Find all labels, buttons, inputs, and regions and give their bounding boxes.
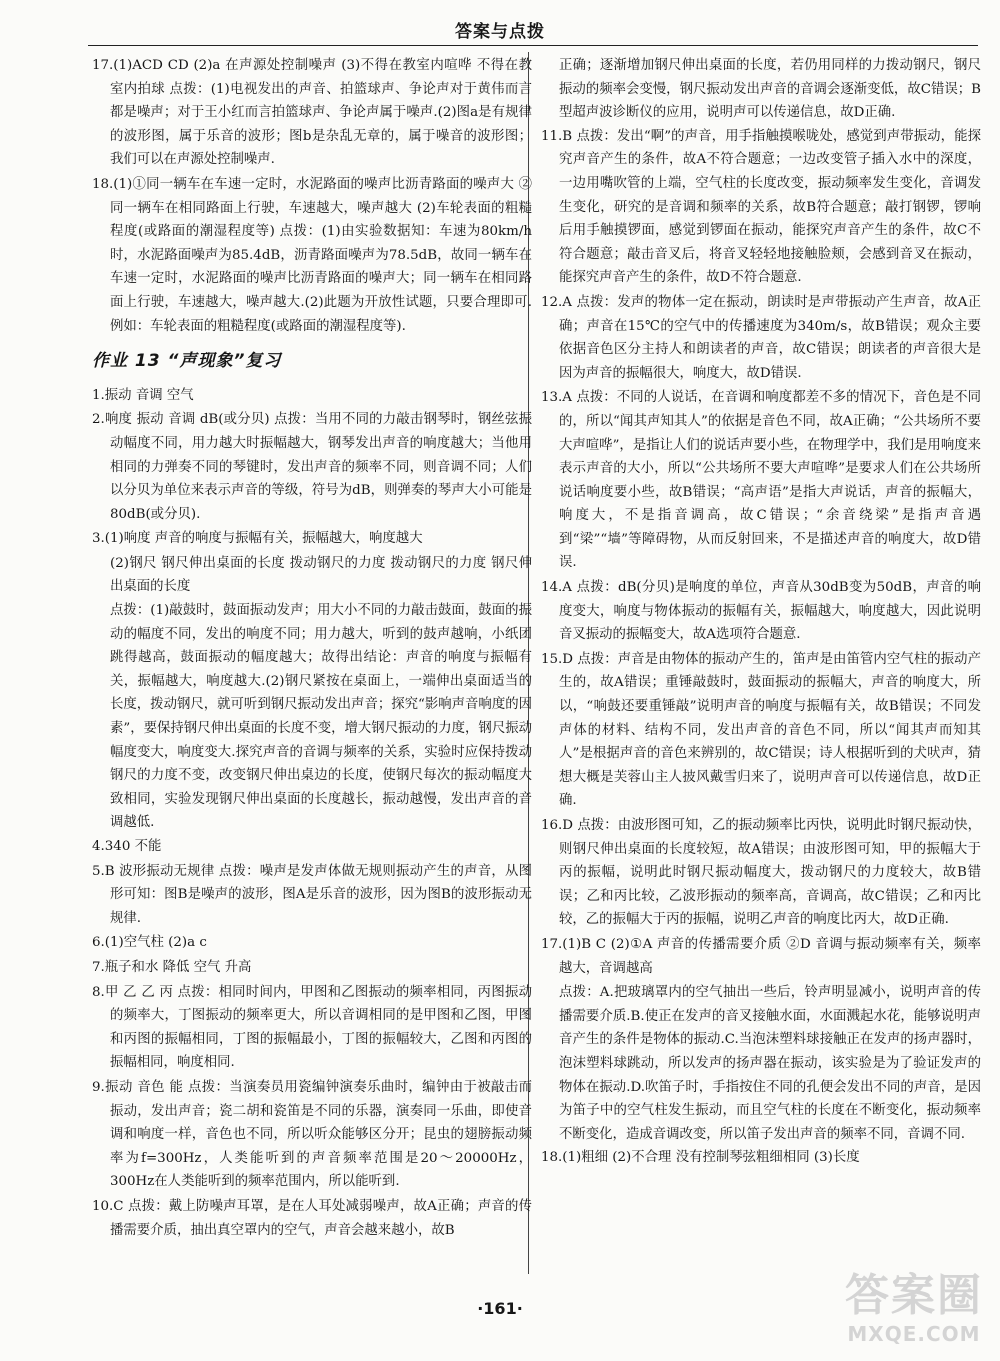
header-title: 答案与点拨 — [455, 22, 545, 42]
page-number: ·161· — [477, 1299, 523, 1318]
answer-3-part1: 3.(1)响度 声音的响度与振幅有关，振幅越大，响度越大 — [92, 531, 423, 547]
watermark-text: 答案圈 — [845, 1270, 983, 1321]
watermark-logo — [834, 1270, 994, 1358]
watermark-url: MXQE.COM — [847, 1322, 981, 1346]
answer-6: 6.(1)空气柱 (2)a c — [92, 935, 207, 951]
answer-17-hint: 点拨：A.把玻璃罩内的空气抽出一些后，铃声明显减小，说明声音的传播需要介质.B.使正在发声的音叉接触水面，水面溅起水花，能够说明声音产生的条件是物体的振动.C.当泡沫塑料球接触正在发声的扬声器时，泡沫塑料球跳动，所以发声的扬声器在振动，该实验是为了验证发声的物体在振动.D.吹笛子时，手指按住不同的孔便会发出不同的声音，是因为笛子中的空气柱发生振动，而且空气柱的长度在不断变化，振动频率不断变化，造成音调改变，所以笛子发出声音的频率不同，音调不同. — [559, 985, 981, 1142]
answer-12: 12.A 点拨：发声的物体一定在振动，朗读时是声带振动产生声音，故A正确；声音在15℃的空气中的传播速度为340m/s，故B错误；观众主要依据音色区分主持人和朗读者的声音，故C错误；朗读者的声音很大是因为声音的振幅很大，响度大，故D错误. — [541, 294, 981, 381]
answer-13: 13.A 点拨：不同的人说话，在音调和响度都差不多的情况下，音色是不同的，所以“闻其声知其人”的依据是音色不同，故A正确；“公共场所不要大声喧哗”，是指让人们的说话声要小些，在物理学中，我们是用响度来表示声音的大小，所以“公共场所不要大声喧哗”是要求人们在公共场所说话响度要小些，故B错误；“高声语”是指大声说话，声音的振幅大，响度大，不是指音调高，故C错误；“余音绕梁”是指声音遇到“梁”“墙”等障碍物，从而反射回来，不是描述声音的响度大，故D错误. — [541, 390, 981, 571]
answer-16: 16.D 点拨：由波形图可知，乙的振动频率比丙快，说明此时钢尺振动快，则钢尺伸出桌面的长度较短，故A错误；由波形图可知，甲的振幅大于丙的振幅，说明此时钢尺振动幅度大，拨动钢尺的力度较大，故B错误；乙和丙比较，乙波形振动的频率高，音调高，故C错误；乙和丙比较，乙的振幅大于丙的振幅，说明乙声音的响度比丙大，故D正确. — [541, 818, 981, 928]
answer-9: 9.振动 音色 能 点拨：当演奏员用瓷编钟演奏乐曲时，编钟由于被敲击而振动，发出声音；瓷二胡和瓷笛是不同的乐器，演奏同一乐曲，即使音调和响度一样，音色也不同，所以听众能够区分开；昆虫的翅膀振动频率为f=300Hz，人类能听到的声音频率范围是20～20000Hz，300Hz在人类能听到的频率范围内，所以能听到. — [92, 1079, 532, 1190]
answer-3-hint: 点拨：(1)敲鼓时，鼓面振动发声；用大小不同的力敲击鼓面，鼓面的振动的幅度不同，发出的响度不同；用力越大，听到的鼓声越响，小纸团跳得越高，鼓面振动的幅度越大；故得出结论：声音的响度与振幅有关，振幅越大，响度越大.(2)钢尺紧按在桌面上，一端伸出桌面适当的长度，拨动钢尺，就可听到钢尺振动发出声音；探究“影响声音响度的因素”，要保持钢尺伸出桌面的长度不变，增大钢尺振动的力度，钢尺振动幅度变大，响度变大.探究声音的音调与频率的关系，实验时应保持拨动钢尺的力度不变，改变钢尺伸出桌边的长度，使钢尺每次的振动幅度大致相同，实验发现钢尺伸出桌面的长度越长，振动越慢，发出声音的音调越低. — [110, 603, 532, 831]
answer-10-continued: 正确；逐渐增加钢尺伸出桌面的长度，若仍用同样的力拨动钢尺，钢尺振动的频率会变慢，钢尺振动发出声音的音调会逐渐变低，故C错误；B型超声波诊断仪的应用，说明声可以传递信息，故D正确. — [559, 58, 981, 121]
section-heading: 作业 13 “声现象”复习 — [92, 351, 282, 372]
page-header — [0, 0, 1000, 46]
answer-1: 1.振动 音调 空气 — [92, 387, 194, 403]
answer-10: 10.C 点拨：戴上防噪声耳罩，是在人耳处减弱噪声，故A正确；声音的传播需要介质，抽出真空罩内的空气，声音会越来越小，故B — [92, 1198, 532, 1238]
answer-11: 11.B 点拨：发出“啊”的声音，用手指触摸喉咙处，感觉到声带振动，能探究声音产生的条件，故A不符合题意；一边改变管子插入水中的深度，一边用嘴吹管的上端，空气柱的长度改变，振动频率发生变化，音调发生变化，研究的是音调和频率的关系，故B符合题意；敲打钢锣，锣响后用手触摸锣面，感觉到锣面在振动，能探究声音产生的条件，故C不符合题意；敲击音叉后，将音叉轻轻地接触脸颊，会感到音叉在振动，能探究声音产生的条件，故D不符合题意. — [541, 128, 981, 286]
answer-8: 8.甲 乙 乙 丙 点拨：相同时间内，甲图和乙图振动的频率相同，丙图振动的频率大，丁图振动的频率更大，所以音调相同的是甲图和乙图，甲图和丙图的振幅相同，丁图的振幅最小，丁图的振幅较大，乙图和丙图的振幅相同，响度相同. — [92, 984, 532, 1071]
answer-4: 4.340 不能 — [92, 839, 162, 854]
answer-7: 7.瓶子和水 降低 空气 升高 — [92, 959, 252, 975]
answer-17-part1: 17.(1)B C (2)①A 声音的传播需要介质 ②D 音调与振动频率有关，频率越大，音调越高 — [541, 936, 981, 976]
answer-18: 18.(1)粗细 (2)不合理 没有控制琴弦粗细相同 (3)长度 — [541, 1150, 860, 1166]
answer-3-part2: (2)钢尺 钢尺伸出桌面的长度 拨动钢尺的力度 拨动钢尺的力度 钢尺伸出桌面的长度 — [110, 555, 532, 595]
answer-17-prev: 17.(1)ACD CD (2)a 在声源处控制噪声 (3)不得在教室内喧哗 不得在教室内拍球 点拨：(1)电视发出的声音、拍篮球声、争论声对于黄伟而言都是噪声；对于王小红而言拍篮球声、争论声属于噪声.(2)图a是有规律的波形图，属于乐音的波形；图b是杂乱无章的，属于噪音的波形图；我们可以在声源处控制噪声. — [92, 58, 532, 168]
header-rule — [88, 45, 978, 46]
answer-15: 15.D 点拨：声音是由物体的振动产生的，笛声是由笛管内空气柱的振动产生的，故A错误；重锤敲鼓时，鼓面振动的振幅大，声音的响度大，所以，“响鼓还要重锤敲”说明声音的响度与振幅有关，故B错误；不同发声体的材料、结构不同，发出声音的音色不同，所以“闻其声而知其人”是根据声音的音色来辨别的，故C错误；诗人根据听到的犬吠声，猜想大概是芙蓉山主人披风戴雪归来了，说明声音可以传递信息，故D正确. — [541, 651, 981, 809]
left-column — [92, 54, 532, 1243]
right-column — [541, 54, 981, 1171]
answer-5: 5.B 波形振动无规律 点拨：噪声是发声体做无规则振动产生的声音，从图形可知：图B是噪声的波形，图A是乐音的波形，因为图B的波形振动无规律. — [92, 863, 532, 926]
answer-14: 14.A 点拨：dB(分贝)是响度的单位，声音从30dB变为50dB，声音的响度变大，响度与物体振动的振幅有关，振幅越大，响度越大，因此说明音叉振动的振幅变大，故A选项符合题意. — [541, 580, 981, 643]
answer-18-prev: 18.(1)①同一辆车在车速一定时，水泥路面的噪声比沥青路面的噪声大 ②同一辆车在相同路面上行驶，车速越大，噪声越大 (2)车轮表面的粗糙程度(或路面的潮湿程度等) 点拨：(1)由实验数据知：车速为80km/h时，水泥路面噪声为85.4dB，沥青路面噪声为78.5dB，故同一辆车在车速一定时，水泥路面的噪声比沥青路面的噪声大；同一辆车在相同路面上行驶，车速越大，噪声越大.(2)此题为开放性试题，只要合理即可.例如：车轮表面的粗糙程度(或路面的潮湿程度等). — [92, 176, 532, 334]
answer-2: 2.响度 振动 音调 dB(或分贝) 点拨：当用不同的力敲击钢琴时，钢丝弦振动幅度不同，用力越大时振幅越大，钢琴发出声音的响度越大；当他用相同的力弹奏不同的琴键时，发出声音的频率不同，则音调不同；人们以分贝为单位来表示声音的等级，符号为dB，则弹奏的琴声大小可能是80dB(或分贝). — [92, 412, 532, 522]
